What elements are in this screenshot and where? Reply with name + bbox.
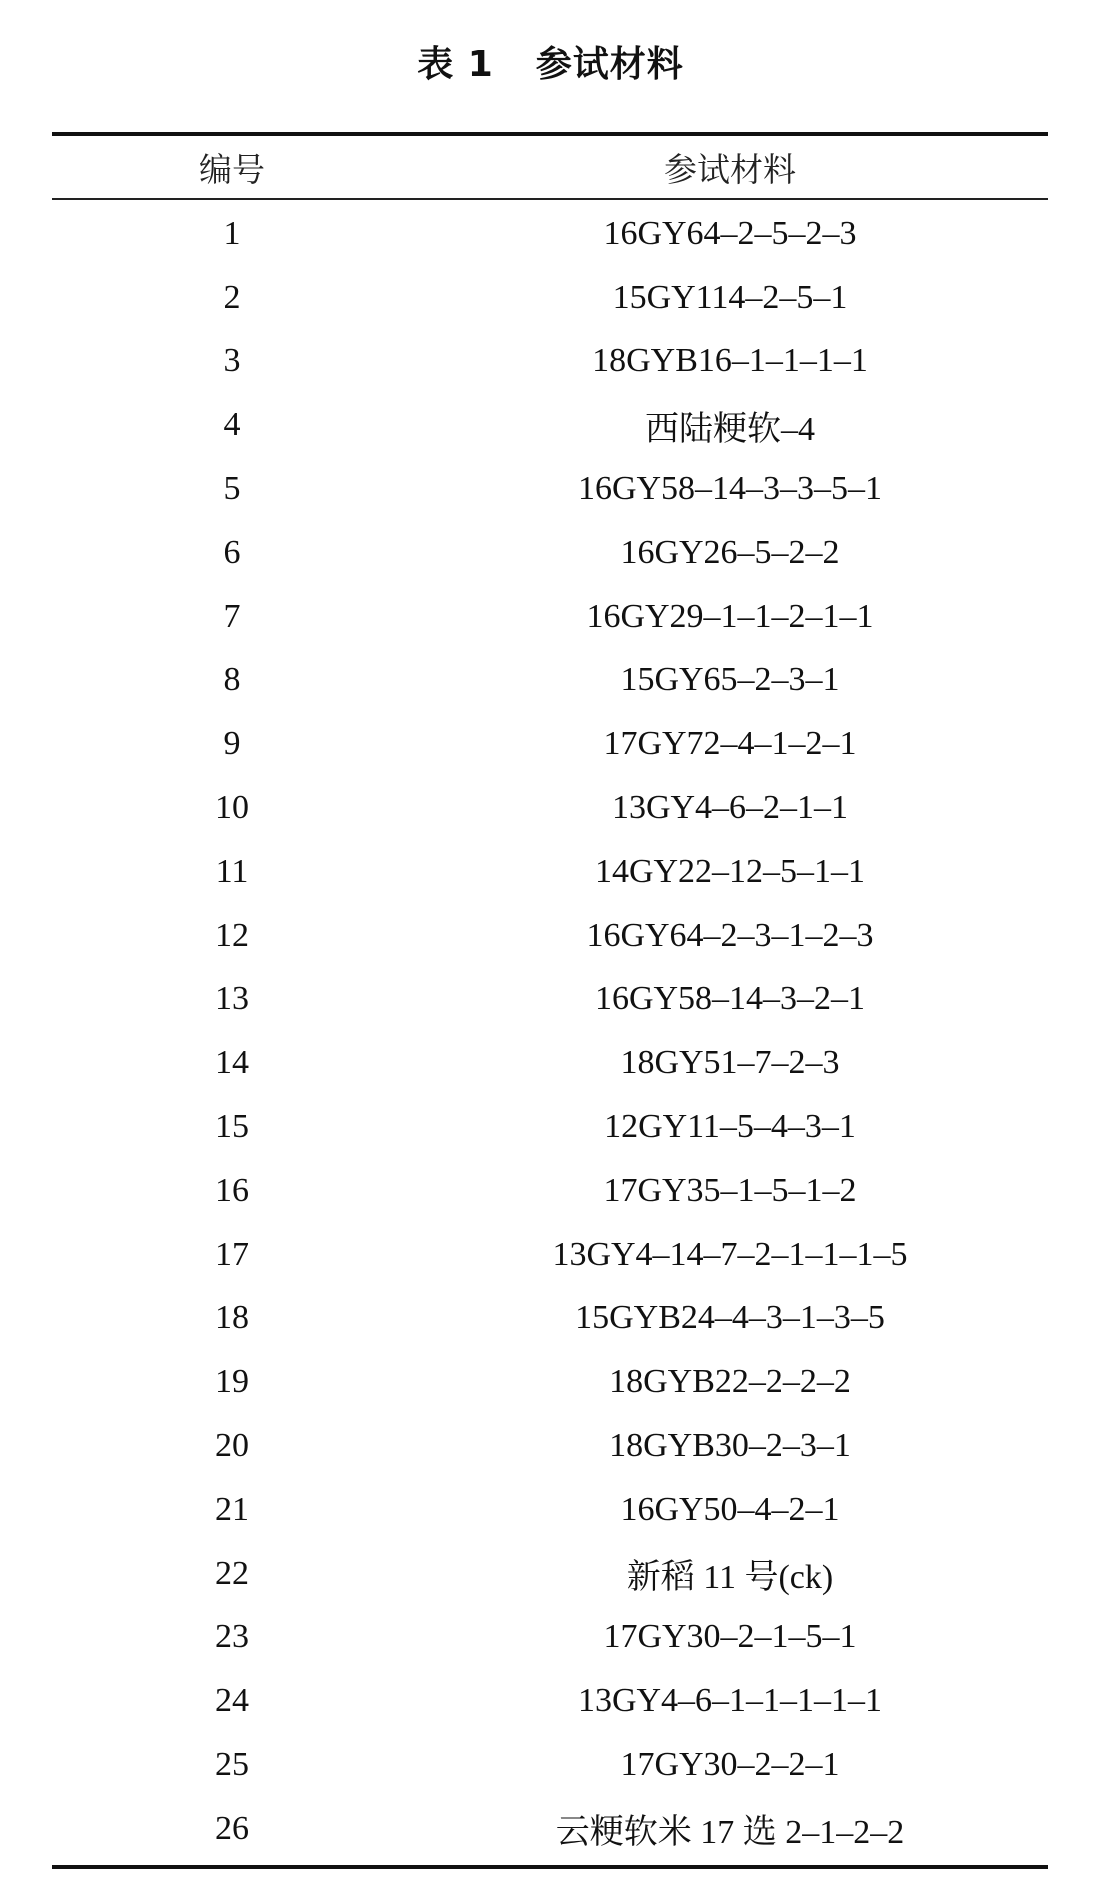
table-row	[52, 1159, 1048, 1223]
table-bottom-rule	[52, 1865, 1048, 1869]
row-id-cell: 13	[215, 980, 249, 1018]
table-row	[52, 968, 1048, 1032]
row-id-cell: 11	[215, 852, 249, 890]
table-body	[52, 200, 1048, 1865]
materials-table	[52, 132, 1048, 1869]
row-id-cell: 23	[215, 1618, 249, 1656]
table-row	[52, 1478, 1048, 1542]
table-row	[52, 1350, 1048, 1414]
table-row	[52, 1606, 1048, 1670]
table-row	[52, 521, 1048, 585]
table-row	[52, 585, 1048, 649]
table-row	[52, 1669, 1048, 1733]
row-id-cell: 3	[223, 342, 241, 380]
row-id-cell: 24	[215, 1682, 249, 1720]
table-row	[52, 776, 1048, 840]
row-material-cell: 17GY72–4–1–2–1	[603, 725, 857, 763]
row-material-cell: 14GY22–12–5–1–1	[594, 852, 866, 890]
row-id-cell: 18	[215, 1299, 249, 1337]
table-row	[52, 840, 1048, 904]
row-material-cell: 18GYB16–1–1–1–1	[592, 342, 868, 380]
row-material-cell: 16GY26–5–2–2	[620, 533, 840, 571]
row-material-cell: 云粳软米 17 选 2–1–2–2	[555, 1814, 905, 1852]
row-material-cell: 18GYB30–2–3–1	[609, 1427, 851, 1465]
row-material-cell: 13GY4–14–7–2–1–1–1–5	[552, 1235, 908, 1273]
row-id-cell: 20	[215, 1427, 249, 1465]
row-material-cell: 16GY50–4–2–1	[620, 1490, 840, 1528]
row-material-cell: 15GYB24–4–3–1–3–5	[575, 1299, 885, 1337]
row-id-cell: 21	[215, 1490, 249, 1528]
row-material-cell: 17GY30–2–2–1	[620, 1746, 840, 1784]
table-row	[52, 1797, 1048, 1861]
table-caption	[0, 40, 1101, 90]
row-id-cell: 6	[223, 533, 241, 571]
row-id-cell: 5	[223, 470, 241, 508]
table-row	[52, 393, 1048, 457]
table-row	[52, 904, 1048, 968]
row-id-cell: 4	[223, 406, 241, 444]
table-row	[52, 1095, 1048, 1159]
row-id-cell: 14	[215, 1044, 249, 1082]
row-material-cell: 16GY58–14–3–2–1	[594, 980, 866, 1018]
row-id-cell: 17	[215, 1235, 249, 1273]
header-material: 参试材料	[664, 149, 796, 189]
row-material-cell: 15GY114–2–5–1	[612, 278, 848, 316]
row-id-cell: 16	[215, 1171, 249, 1209]
header-id: 编号	[199, 149, 265, 189]
table-row	[52, 1542, 1048, 1606]
table-number: 表 1	[417, 44, 494, 85]
row-material-cell: 18GY51–7–2–3	[620, 1044, 840, 1082]
row-id-cell: 2	[223, 278, 241, 316]
table-row	[52, 1287, 1048, 1351]
table-title: 参试材料	[535, 44, 684, 85]
table-row	[52, 649, 1048, 713]
row-id-cell: 7	[223, 597, 241, 635]
row-id-cell: 9	[223, 725, 241, 763]
row-id-cell: 22	[215, 1554, 249, 1592]
row-id-cell: 8	[223, 661, 241, 699]
row-id-cell: 26	[215, 1809, 249, 1847]
table-row	[52, 457, 1048, 521]
row-material-cell: 16GY64–2–3–1–2–3	[586, 916, 874, 954]
row-material-cell: 17GY30–2–1–5–1	[603, 1618, 857, 1656]
row-id-cell: 12	[215, 916, 249, 954]
row-material-cell: 16GY64–2–5–2–3	[603, 214, 857, 252]
table-row	[52, 202, 1048, 266]
row-material-cell: 12GY11–5–4–3–1	[604, 1108, 856, 1146]
table-header-row	[52, 136, 1048, 198]
table-row	[52, 1031, 1048, 1095]
table-row	[52, 1733, 1048, 1797]
table-row	[52, 266, 1048, 330]
row-material-cell: 新稻 11 号(ck)	[626, 1559, 834, 1597]
table-row	[52, 1223, 1048, 1287]
row-material-cell: 16GY29–1–1–2–1–1	[586, 597, 874, 635]
row-material-cell: 17GY35–1–5–1–2	[603, 1171, 857, 1209]
row-material-cell: 15GY65–2–3–1	[620, 661, 840, 699]
table-row	[52, 1414, 1048, 1478]
row-id-cell: 10	[215, 789, 249, 827]
row-id-cell: 15	[215, 1108, 249, 1146]
row-material-cell: 13GY4–6–2–1–1	[611, 789, 849, 827]
row-material-cell: 13GY4–6–1–1–1–1–1	[577, 1682, 883, 1720]
table-row	[52, 330, 1048, 394]
row-material-cell: 18GYB22–2–2–2	[609, 1363, 851, 1401]
row-id-cell: 25	[215, 1746, 249, 1784]
table-row	[52, 712, 1048, 776]
row-id-cell: 1	[223, 214, 241, 252]
row-id-cell: 19	[215, 1363, 249, 1401]
row-material-cell: 16GY58–14–3–3–5–1	[577, 470, 883, 508]
row-material-cell: 西陆粳软–4	[645, 410, 815, 448]
